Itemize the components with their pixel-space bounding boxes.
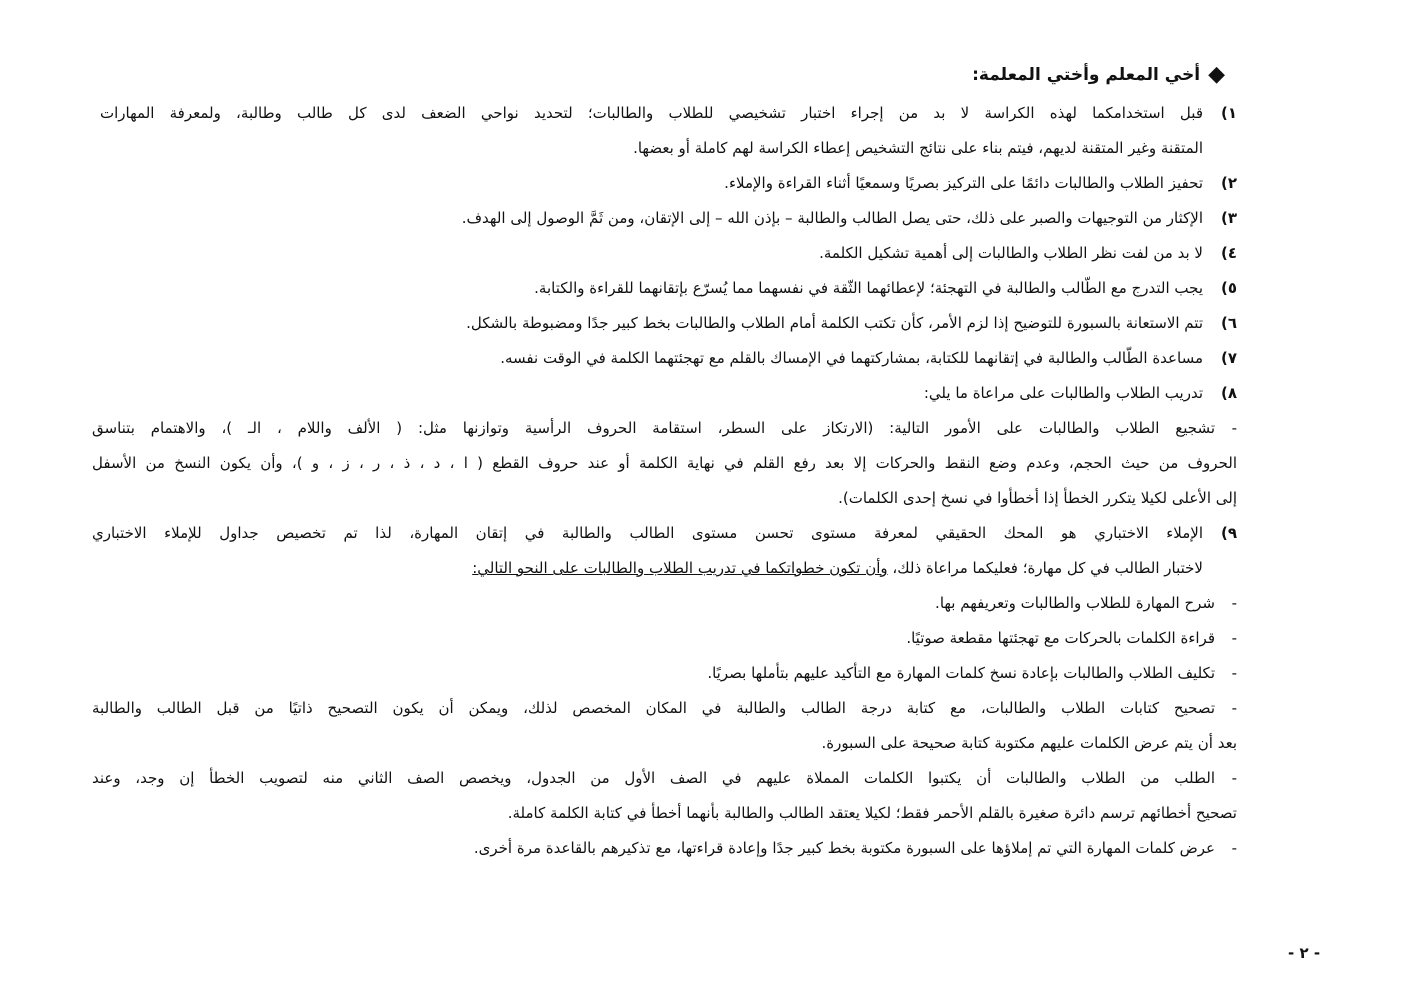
list-item <box>100 376 1237 411</box>
dash-marker: - <box>1231 419 1237 437</box>
item-number: ٥) <box>1220 279 1237 297</box>
step-text: الطلب من الطلاب والطالبات أن يكتبوا الكلمات المملاة عليهم في الصف الأول من الجدول، ويخصص الصف الثاني منه لتصويب الخطأ إن وجد، وعند <box>92 769 1215 787</box>
item-text: قبل استخدامكما لهذه الكراسة لا بد من إجراء اختبار تشخيصي للطلاب والطالبات؛ لتحديد نواحي الضعف لدى كل طالب وطالبة، ولمعرفة المهارات <box>100 104 1203 122</box>
section-heading <box>972 60 1225 90</box>
sub-item-text-continued: الحروف من حيث الحجم، وعدم وضع النقط والحركات إلا بعد رفع القلم في نهاية الكلمة أو عند حروف القطع ( ا ، د ، ذ ، ر ، ز ، و )، وأن يكون النسخ من الأسفل <box>92 454 1237 472</box>
step-item <box>92 761 1237 796</box>
diamond-icon: ◆ <box>1208 62 1225 87</box>
list-item <box>100 271 1237 306</box>
step-text: عرض كلمات المهارة التي تم إملاؤها على السبورة مكتوبة بخط كبير جدًا وإعادة قراءتها، مع تذكيرهم بالقاعدة مرة أخرى. <box>473 839 1215 857</box>
sub-item <box>92 411 1237 446</box>
list-item <box>100 236 1237 271</box>
item-text: لا بد من لفت نظر الطلاب والطالبات إلى أهمية تشكيل الكلمة. <box>819 244 1203 262</box>
step-item <box>100 621 1237 656</box>
item-text: الإملاء الاختباري هو المحك الحقيقي لمعرفة مستوى تحسن مستوى الطالب والطالبة في إتقان المهارة، لذا تم تخصيص جداول للإملاء الاختباري <box>92 524 1203 542</box>
item-number: ٣) <box>1220 209 1237 227</box>
item-text: تتم الاستعانة بالسبورة للتوضيح إذا لزم الأمر، كأن تكتب الكلمة أمام الطلاب والطالبات بخط كبير جدًا ومضبوطة بالشكل. <box>466 314 1203 332</box>
step-text-continued: بعد أن يتم عرض الكلمات عليهم مكتوبة كتابة صحيحة على السبورة. <box>821 734 1237 752</box>
list-item <box>100 306 1237 341</box>
list-item <box>100 201 1237 236</box>
step-text-continued: تصحيح أخطائهم ترسم دائرة صغيرة بالقلم الأحمر فقط؛ لكيلا يعتقد الطالب والطالبة بأنهما أخطأ في كتابة الكلمة كاملة. <box>507 804 1237 822</box>
item-number: ٦) <box>1220 314 1237 332</box>
item-number: ٤) <box>1220 244 1237 262</box>
list-item <box>100 166 1237 201</box>
step-item <box>100 831 1237 866</box>
dash-marker: - <box>1231 594 1237 612</box>
item-number: ٧) <box>1220 349 1237 367</box>
dash-marker: - <box>1231 699 1237 717</box>
item-number: ٩) <box>1220 524 1237 542</box>
item-text: تحفيز الطلاب والطالبات دائمًا على التركيز بصريًا وسمعيًا أثناء القراءة والإملاء. <box>724 174 1203 192</box>
step-text: تصحيح كتابات الطلاب والطالبات، مع كتابة درجة الطالب والطالبة في المكان المخصص لذلك، ويمكن أن يكون التصحيح ذاتيًا من قبل الطالب والطالبة <box>92 699 1215 717</box>
step-item <box>100 656 1237 691</box>
item-number: ٨) <box>1220 384 1237 402</box>
sub-item-text: تشجيع الطلاب والطالبات على الأمور التالية: (الارتكاز على السطر، استقامة الحروف الرأسية وتوازنها مثل: ( الألف واللام ، الـ )، والاهتمام بتناسق <box>92 419 1215 437</box>
item-text-continued: المتقنة وغير المتقنة لديهم، فيتم بناء على نتائج التشخيص إعطاء الكراسة لهم كاملة أو بعضها. <box>633 139 1203 157</box>
step-text: قراءة الكلمات بالحركات مع تهجئتها مقطعة صوتيًا. <box>906 629 1215 647</box>
item-text-continued <box>100 551 1203 586</box>
step-item <box>100 586 1237 621</box>
item-text: يجب التدرج مع الطّالب والطالبة في التهجئة؛ لإعطائهما الثّقة في نفسهما مما يُسرّع بإتقانهما للقراءة والكتابة. <box>534 279 1203 297</box>
dash-marker: - <box>1231 629 1237 647</box>
item-number: ٢) <box>1220 174 1237 192</box>
item-text: تدريب الطلاب والطالبات على مراعاة ما يلي: <box>923 384 1203 402</box>
list-item <box>100 96 1237 131</box>
list-item <box>92 516 1237 551</box>
step-text: تكليف الطلاب والطالبات بإعادة نسخ كلمات المهارة مع التأكيد عليهم بتأملها بصريًا. <box>707 664 1215 682</box>
page-number: - ٢ - <box>1288 944 1321 962</box>
dash-marker: - <box>1231 664 1237 682</box>
instructions-list <box>92 96 1237 866</box>
item-number: ١) <box>1220 104 1237 122</box>
dash-marker: - <box>1231 769 1237 787</box>
item-text: الإكثار من التوجيهات والصبر على ذلك، حتى يصل الطالب والطالبة – بإذن الله – إلى الإتقان، ومن ثَمَّ الوصول إلى الهدف. <box>461 209 1203 227</box>
step-text: شرح المهارة للطلاب والطالبات وتعريفهم بها. <box>935 594 1215 612</box>
heading-text: أخي المعلم وأختي المعلمة: <box>972 65 1201 85</box>
step-item <box>92 691 1237 726</box>
dash-marker: - <box>1231 839 1237 857</box>
item9-plain-text: لاختبار الطالب في كل مهارة؛ فعليكما مراعاة ذلك، <box>887 559 1203 577</box>
sub-item-text-continued: إلى الأعلى لكيلا يتكرر الخطأ إذا أخطأوا في نسخ إحدى الكلمات). <box>838 489 1237 507</box>
item9-underlined-text: وأن تكون خطواتكما في تدريب الطلاب والطالبات على النحو التالي: <box>472 559 888 577</box>
list-item <box>100 341 1237 376</box>
item-text: مساعدة الطّالب والطالبة في إتقانهما للكتابة، بمشاركتهما في الإمساك بالقلم مع تهجئتهما الكلمة في الوقت نفسه. <box>500 349 1203 367</box>
